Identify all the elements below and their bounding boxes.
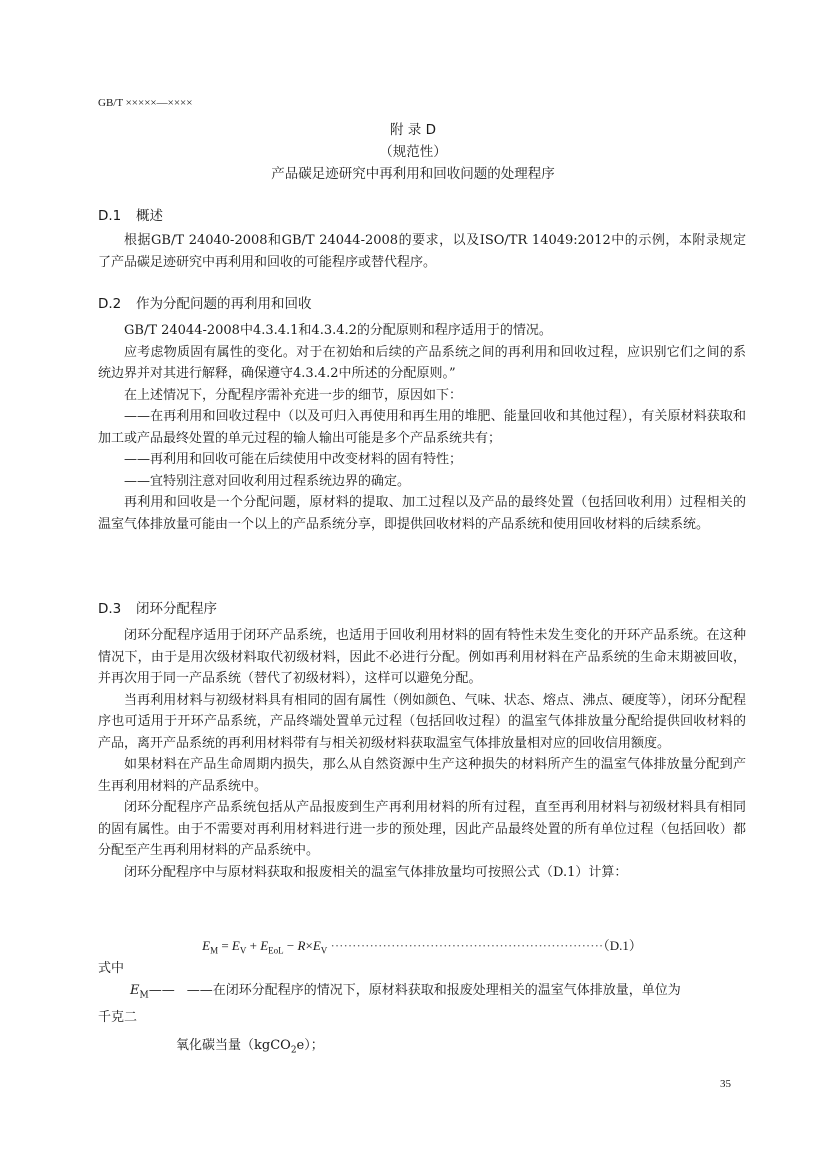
paragraph: 再利用和回收是一个分配问题，原材料的提取、加工过程以及产品的最终处置（包括回收利用）过程相关的温室气体排放量可能由一个以上的产品系统分享，即提供回收材料的产品系统和使用回收材料的后续系统。 <box>98 495 746 532</box>
paragraph: 闭环分配程序适用于闭环产品系统，也适用于回收利用材料的固有特性未发生变化的开环产品系统。在这种情况下，由于是用次级材料取代初级材料，因此不必进行分配。例如再利用材料在产品系统的生命末期被回收，并再次用于同一产品系统（替代了初级材料），这样可以避免分配。 <box>98 628 746 686</box>
section-heading-d2 <box>98 292 312 312</box>
co2-subscript: 2 <box>290 1045 297 1056</box>
formula-symbol: E <box>202 938 211 953</box>
definition-text: 氧化碳当量（kgCO <box>176 1037 291 1053</box>
paragraph: 如果材料在产品生命周期内损失，那么从自然资源中生产这种损失的材料所产生的温室气体排放量分配到产生再利用材料的产品系统中。 <box>98 757 746 794</box>
paragraph: 当再利用材料与初级材料具有相同的固有属性（例如颜色、气味、状态、熔点、沸点、硬度等），闭环分配程序也可适用于开环产品系统，产品终端处置单元过程（包括回收过程）的温室气体排放量分配给提供回收材料的产品，离开产品系统的再利用材料带有与相关初级材料获取温室气体排放量相对应的回收信用额度。 <box>98 692 746 751</box>
section-body-d3 <box>98 625 746 883</box>
formula-subscript: EoL <box>268 945 284 956</box>
definition-text: e）； <box>296 1037 324 1053</box>
where-label: 式中 <box>98 961 125 976</box>
paragraph: 在上述情况下，分配程序需补充进一步的细节，原因如下： <box>124 387 463 403</box>
appendix-subtitle: 产品碳足迹研究中再利用和回收问题的处理程序 <box>271 166 555 182</box>
section-heading-d1 <box>98 204 163 224</box>
page-number: 35 <box>720 1078 731 1090</box>
section-number: D.2 <box>98 296 122 312</box>
formula-operator: − <box>283 938 298 953</box>
definition-symbol: E <box>130 983 140 998</box>
paragraph: 闭环分配程序中与原材料获取和报废相关的温室气体排放量均可按照公式（D.1）计算： <box>124 864 628 880</box>
paragraph: 应考虑物质固有属性的变化。对于在初始和后续的产品系统之间的再利用和回收过程，应识别它们之间的系统边界并对其进行解释，确保遵守4.3.4.2中所述的分配原则。” <box>98 344 746 381</box>
definition-text: ——在闭环分配程序的情况下，原材料获取和报废处理相关的温室气体排放量，单位为 <box>186 983 681 998</box>
section-number: D.1 <box>98 208 122 224</box>
section-number: D.3 <box>98 601 122 617</box>
formula-subscript: V <box>239 945 247 956</box>
formula-leader: ······························································· <box>327 938 604 953</box>
list-item: ——在再利用和回收过程中（以及可归入再使用和再生用的堆肥、能量回收和其他过程），有关原材料获取和加工或产品最终处置的单元过程的输人输出可能是多个产品系统共有； <box>98 409 746 446</box>
definition-em <box>98 980 746 1062</box>
section-title: 概述 <box>136 208 163 224</box>
paragraph: 闭环分配程序产品系统包括从产品报废到生产再利用材料的所有过程，直至再利用材料与初级材料具有相同的固有属性。由于不需要对再利用材料进行进一步的预处理，因此产品最终处置的所有单位过程（包括回收）都分配至产生再利用材料的产品系统中。 <box>98 800 746 858</box>
formula-d1 <box>98 935 746 956</box>
section-title: 作为分配问题的再利用和回收 <box>136 296 312 312</box>
section-heading-d3 <box>98 597 217 617</box>
definition-line: 千克二 <box>98 1010 138 1026</box>
formula-subscript: V <box>320 945 328 956</box>
appendix-nature: （规范性） <box>379 144 447 160</box>
definition-line <box>98 1035 746 1062</box>
appendix-title: 附 录 D <box>390 122 436 138</box>
formula-subscript: M <box>210 945 219 956</box>
paragraph: 根据GB/T 24040-2008和GB/T 24044-2008的要求，以及ISO/TR 14049:2012中的示例，本附录规定了产品碳足迹研究中再利用和回收的可能程序或替代程序。 <box>98 233 746 270</box>
section-body-d2 <box>98 320 746 535</box>
section-body-d1 <box>98 230 746 273</box>
formula-symbol: E <box>260 938 269 953</box>
formula-symbol: R <box>297 938 306 953</box>
formula-operator: + <box>246 938 261 953</box>
section-title: 闭环分配程序 <box>136 601 217 617</box>
formula-label: （D.1） <box>603 938 642 953</box>
definition-line <box>98 980 746 1007</box>
paragraph: GB/T 24044-2008中4.3.4.1和4.3.4.2的分配原则和程序适用于的情况。 <box>124 323 552 338</box>
list-item: ——宜特别注意对回收利用过程系统边界的确定。 <box>124 473 411 489</box>
formula-operator: = <box>218 938 232 953</box>
document-code: GB/T ×××××—×××× <box>98 97 193 109</box>
formula-symbol: E <box>312 938 321 953</box>
formula-symbol: E <box>231 938 240 953</box>
definition-dash: —— <box>148 983 175 998</box>
formula-operator: × <box>305 938 313 953</box>
definition-subscript: M <box>139 990 149 1001</box>
list-item: ——再利用和回收可能在后续使用中改变材料的固有特性； <box>124 452 463 467</box>
